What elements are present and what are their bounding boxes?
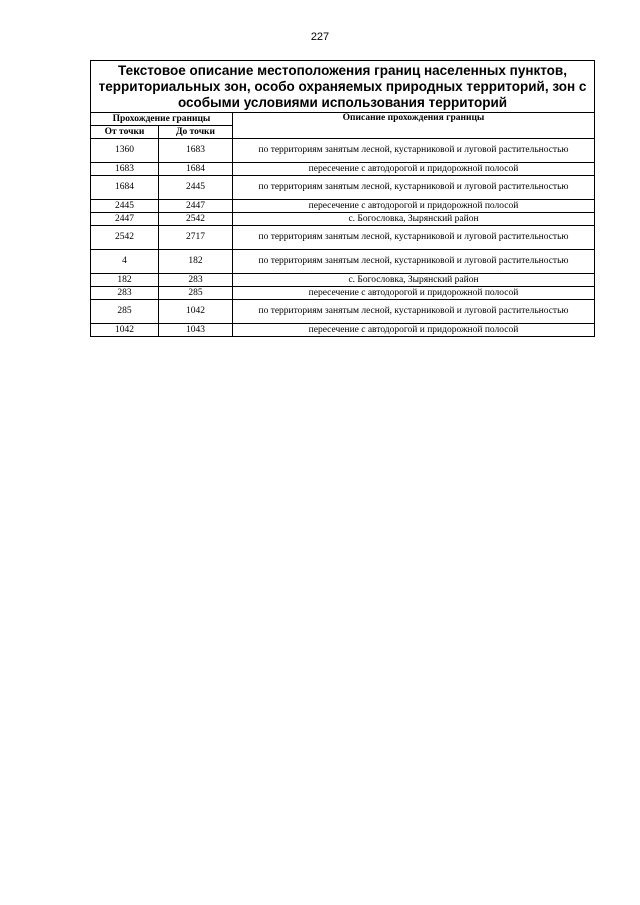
table-row [91,176,595,200]
table-row [91,163,595,176]
boundary-table-container [90,60,594,337]
from-point-cell: 1360 [91,139,159,163]
to-point-cell: 283 [159,274,233,287]
to-point-cell: 2445 [159,176,233,200]
description-cell: по территориям занятым лесной, кустарниковой и луговой растительностью [233,139,595,163]
to-point-cell: 1043 [159,324,233,337]
table-title: Текстовое описание местоположения границ населенных пунктов, территориальных зон, особо охраняемых природных территорий, зон с особыми условиями использования территорий [91,61,595,113]
description-cell: по территориям занятым лесной, кустарниковой и луговой растительностью [233,300,595,324]
table-row [91,287,595,300]
from-point-cell: 1684 [91,176,159,200]
from-point-cell: 182 [91,274,159,287]
from-point-cell: 2542 [91,226,159,250]
from-point-cell: 283 [91,287,159,300]
header-boundary-passage: Прохождение границы [91,113,233,126]
table-row [91,274,595,287]
from-point-cell: 285 [91,300,159,324]
table-row [91,139,595,163]
table-row [91,300,595,324]
to-point-cell: 1042 [159,300,233,324]
page-number: 227 [310,31,330,43]
table-row [91,226,595,250]
from-point-cell: 2445 [91,200,159,213]
table-row [91,250,595,274]
from-point-cell: 1042 [91,324,159,337]
description-cell: пересечение с автодорогой и придорожной полосой [233,163,595,176]
description-cell: пересечение с автодорогой и придорожной полосой [233,287,595,300]
to-point-cell: 1684 [159,163,233,176]
header-description: Описание прохождения границы [233,113,595,139]
description-cell: пересечение с автодорогой и придорожной полосой [233,200,595,213]
to-point-cell: 1683 [159,139,233,163]
description-cell: с. Богословка, Зырянский район [233,213,595,226]
description-cell: пересечение с автодорогой и придорожной полосой [233,324,595,337]
to-point-cell: 2717 [159,226,233,250]
header-to-point: До точки [159,126,233,139]
to-point-cell: 285 [159,287,233,300]
table-row [91,324,595,337]
description-cell: по территориям занятым лесной, кустарниковой и луговой растительностью [233,250,595,274]
table-body [91,139,595,337]
description-cell: по территориям занятым лесной, кустарниковой и луговой растительностью [233,226,595,250]
from-point-cell: 2447 [91,213,159,226]
to-point-cell: 2447 [159,200,233,213]
boundary-table [90,60,595,337]
to-point-cell: 2542 [159,213,233,226]
description-cell: с. Богословка, Зырянский район [233,274,595,287]
header-from-point: От точки [91,126,159,139]
description-cell: по территориям занятым лесной, кустарниковой и луговой растительностью [233,176,595,200]
from-point-cell: 1683 [91,163,159,176]
from-point-cell: 4 [91,250,159,274]
to-point-cell: 182 [159,250,233,274]
table-row [91,213,595,226]
table-row [91,200,595,213]
